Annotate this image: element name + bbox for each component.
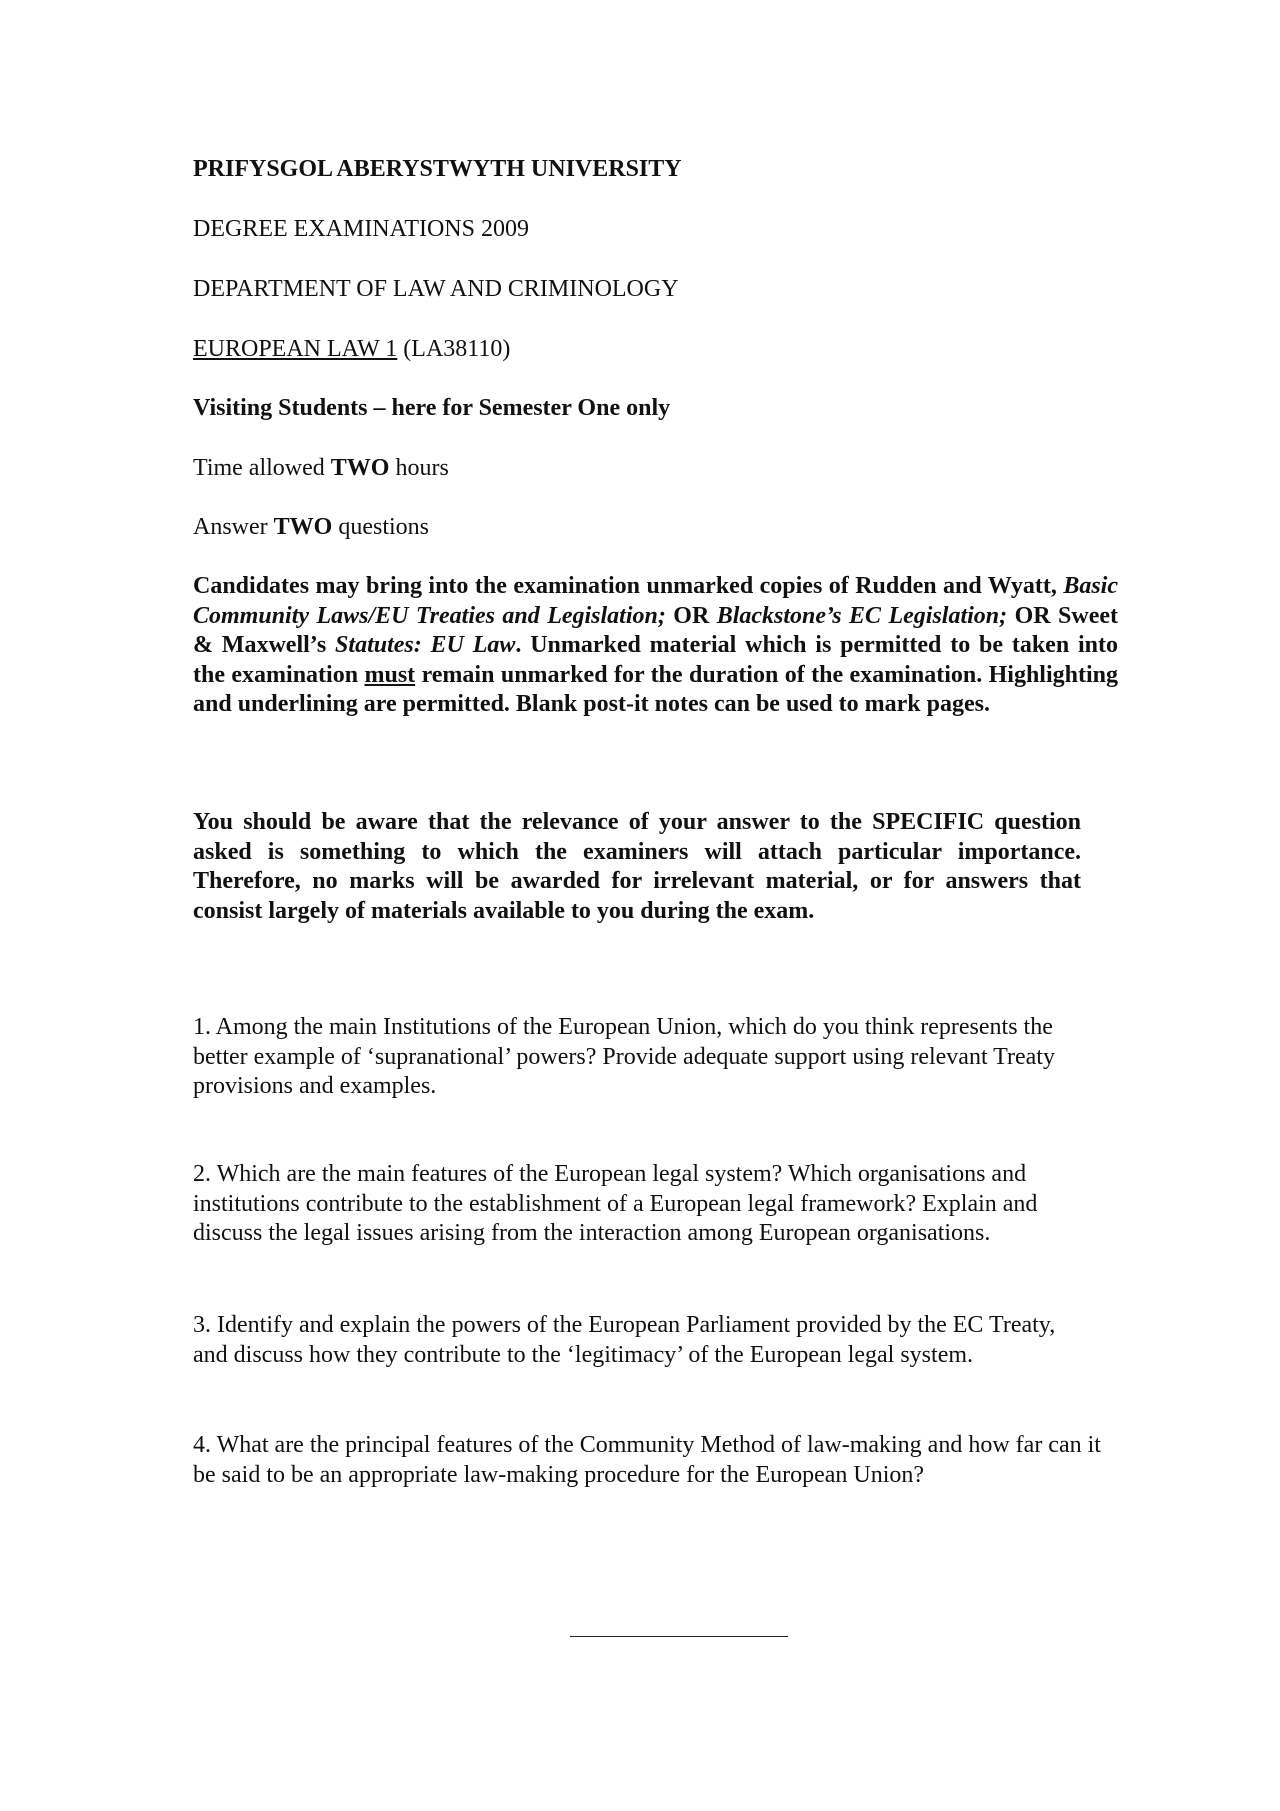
module-heading [193,334,510,364]
module-code: (LA38110) [403,336,511,362]
permitted-materials [193,572,1118,720]
exam-title: DEGREE EXAMINATIONS 2009 [193,216,529,242]
materials-text: remain unmarked for the duration of the examination. Highlighting and underlining are permitted. Blank post-it notes can be used to mark pages. [193,661,1118,717]
answer-value: TWO [273,514,333,540]
materials-text: Candidates may bring into the examination unmarked copies of Rudden and Wyatt, [193,573,1064,599]
department-name: DEPARTMENT OF LAW AND CRIMINOLOGY [193,276,679,302]
university-name: PRIFYSGOL ABERYSTWYTH UNIVERSITY [193,156,682,182]
time-allowed [193,453,449,483]
answer-count [193,512,429,542]
question-2: 2. Which are the main features of the European legal system? Which organisations and institutions contribute to the establishment of a European legal framework? Explain and discuss the legal issues arising from the interaction among European organisations. [193,1161,1038,1246]
time-prefix: Time allowed [193,455,331,481]
question-1: 1. Among the main Institutions of the European Union, which do you think represents the better example of ‘supranational’ powers? Provide adequate support using relevant Treaty provisions and examples. [193,1014,1055,1099]
emphasis-must: must [364,661,416,688]
book-title: Blackstone’s EC Legislation; [716,602,1008,629]
relevance-note: You should be aware that the relevance of your answer to the SPECIFIC question asked is something to which the examiners will attach particular importance. Therefore, no marks will be awarded for irrelevant material, or for answers that consist largely of materials available to you during the exam. [193,809,1081,924]
book-title: Basic Community Laws/EU Treaties and Legislation; [193,573,1118,629]
answer-suffix: questions [332,514,430,540]
book-title: Statutes: EU Law [335,632,516,658]
time-suffix: hours [389,455,449,481]
answer-prefix: Answer [193,514,274,540]
materials-text: . Unmarked material which is permitted to be taken into the examination [193,632,1118,688]
materials-text: OR [665,602,717,629]
question-3: 3. Identify and explain the powers of the European Parliament provided by the EC Treaty, and discuss how they contribute to the ‘legitimacy’ of the European legal system. [193,1312,1056,1368]
end-of-paper-rule [570,1636,788,1637]
question-4: 4. What are the principal features of the Community Method of law-making and how far can it be said to be an appropriate law-making procedure for the European Union? [193,1432,1101,1488]
materials-text: OR Sweet & Maxwell’s [193,602,1118,658]
module-title: EUROPEAN LAW 1 [193,336,398,362]
audience-note: Visiting Students – here for Semester One only [193,395,671,421]
time-value: TWO [330,455,390,481]
